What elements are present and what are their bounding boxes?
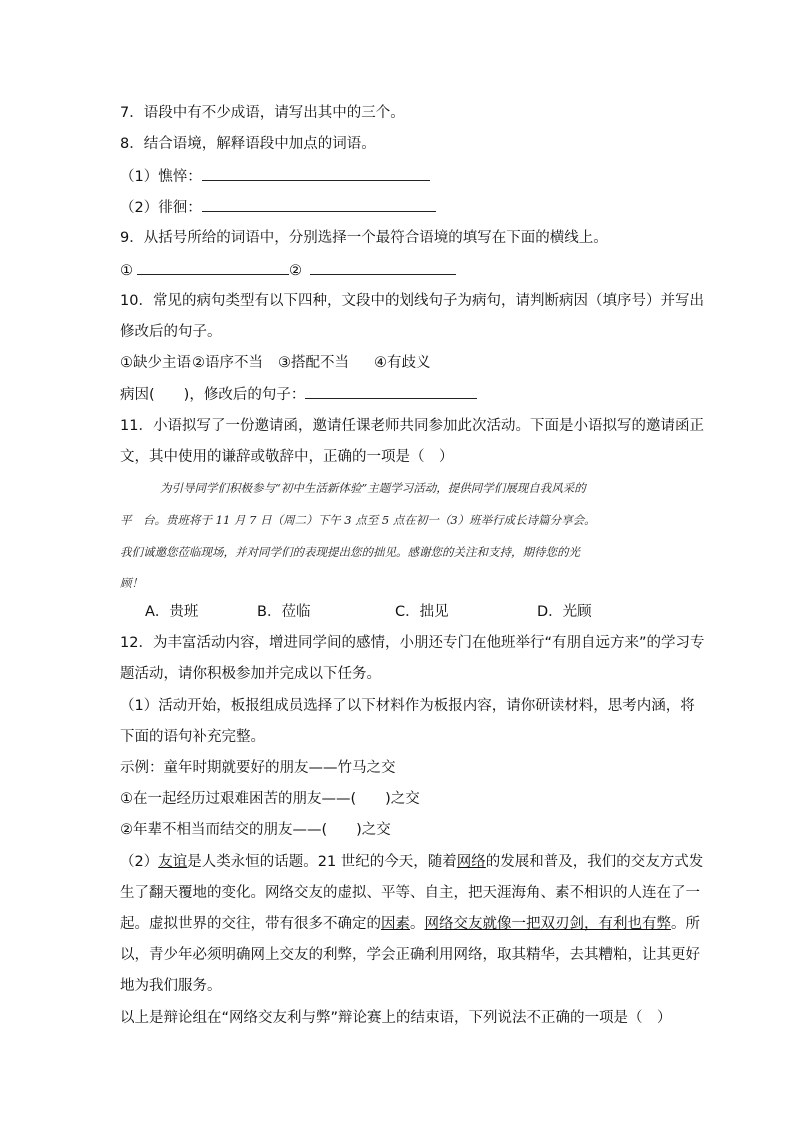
passage-text: 起。虚拟世界的交往，带有很多不确定的 (120, 916, 381, 932)
question-10-line-2: 修改后的句子。 (120, 324, 222, 340)
answer-blank[interactable] (202, 166, 430, 181)
passage-line-2: 生了翻天覆地的变化。网络交友的虚拟、平等、自主，把天涯海角、素不相识的人连在了一 (120, 885, 700, 901)
passage-text: 。所 (671, 916, 700, 932)
underlined-word: 友谊 (158, 854, 188, 870)
answer-blank[interactable] (310, 260, 456, 275)
question-8-item-2 (120, 197, 436, 218)
question-12-item-2: ②年辈不相当而结交的朋友——( )之交 (120, 822, 391, 838)
question-12-part-1-line-1: （1）活动开始，板报组成员选择了以下材料作为板报内容，请你研读材料，思考内涵，将 (120, 698, 695, 714)
question-12-line-1: 12．为丰富活动内容，增进同学间的感情，小朋还专门在他班举行“有朋自远方来”的学习专 (120, 635, 705, 651)
letter-line-2: 平 台。贵班将于 11 月 7 日（周二）下午 3 点至 5 点在初一（3）班举行成长诗篇分享会。 (120, 513, 596, 527)
underlined-sentence: 网络交友就像一把双刃剑，有利也有弊 (424, 916, 671, 932)
option-c[interactable]: C．拙见 (395, 604, 449, 620)
answer-blank[interactable] (137, 260, 289, 275)
question-11-line-1: 11．小语拟写了一份邀请函，邀请任课老师共同参加此次活动。下面是小语拟写的邀请函正 (120, 418, 704, 434)
blank-marker-1: ① (120, 263, 133, 279)
option-a[interactable]: A．贵班 (145, 604, 199, 620)
answer-blank[interactable] (202, 197, 436, 212)
question-10-types (120, 353, 431, 373)
answer-blank[interactable] (305, 384, 477, 399)
passage-text: 是人类永恒的话题。21 世纪的今天，随着 (187, 854, 457, 870)
error-type: ①缺少主语 (120, 355, 191, 371)
question-12-part-1-line-2: 下面的语句补充完整。 (120, 729, 265, 745)
question-12-part-2-prompt: 以上是辩论组在“网络交友利与弊”辩论赛上的结束语，下列说法不正确的一项是（ ） (120, 1010, 672, 1026)
blank-marker-2: ② (289, 263, 302, 279)
error-type: ④有歧义 (374, 355, 431, 371)
question-12-example: 示例：童年时期就要好的朋友——竹马之交 (120, 760, 396, 776)
passage-text: 。 (410, 916, 425, 932)
question-8-item-2-label: （2）徘徊： (120, 200, 202, 216)
letter-line-4: 顾！ (120, 576, 143, 590)
passage-line-4: 以，青少年必须明确网上交友的利弊，学会正确利用网络，取其精华，去其糟粕，让其更好 (120, 947, 700, 963)
question-8-item-1-label: （1）憔悴： (120, 169, 202, 185)
question-12-item-1: ①在一起经历过艰难困苦的朋友——( )之交 (120, 791, 420, 807)
passage-line-3 (120, 914, 700, 934)
question-11-options (145, 602, 592, 622)
question-8-item-1 (120, 166, 430, 187)
question-7: 7．语段中有不少成语，请写出其中的三个。 (120, 105, 405, 121)
option-b[interactable]: B．莅临 (257, 604, 311, 620)
underlined-word: 网络 (456, 854, 486, 870)
question-10-answer-label: 病因( )，修改后的句子： (120, 387, 306, 403)
option-d[interactable]: D．光顾 (537, 604, 592, 620)
question-11-line-2: 文，其中使用的谦辞或敬辞中，正确的一项是（ ） (120, 449, 454, 465)
underlined-word: 因素 (381, 916, 410, 932)
letter-line-3: 我们诚邀您莅临现场，并对同学们的表现提出您的拙见。感谢您的关注和支持，期待您的光 (120, 545, 580, 559)
question-10-answer (120, 384, 477, 405)
question-10-line-1: 10．常见的病句类型有以下四种，文段中的划线句子为病句，请判断病因（填序号）并写出 (120, 293, 704, 309)
passage-line-1 (120, 852, 703, 872)
question-12-line-2: 题活动，请你积极参加并完成以下任务。 (120, 666, 381, 682)
passage-text: 的发展和普及，我们的交友方式发 (485, 854, 704, 870)
error-type: ③搭配不当 (278, 355, 349, 371)
passage-text: （2） (120, 854, 159, 870)
passage-line-5: 地为我们服务。 (120, 978, 222, 994)
letter-line-1: 为引导同学们积极参与“初中生活新体验”主题学习活动，提供同学们展现自我风采的 (160, 481, 586, 495)
question-8: 8．结合语境，解释语段中加点的词语。 (120, 136, 376, 152)
question-9: 9．从括号所给的词语中，分别选择一个最符合语境的填写在下面的横线上。 (120, 230, 608, 246)
question-9-answers (120, 260, 456, 281)
error-type: ②语序不当 (192, 355, 263, 371)
